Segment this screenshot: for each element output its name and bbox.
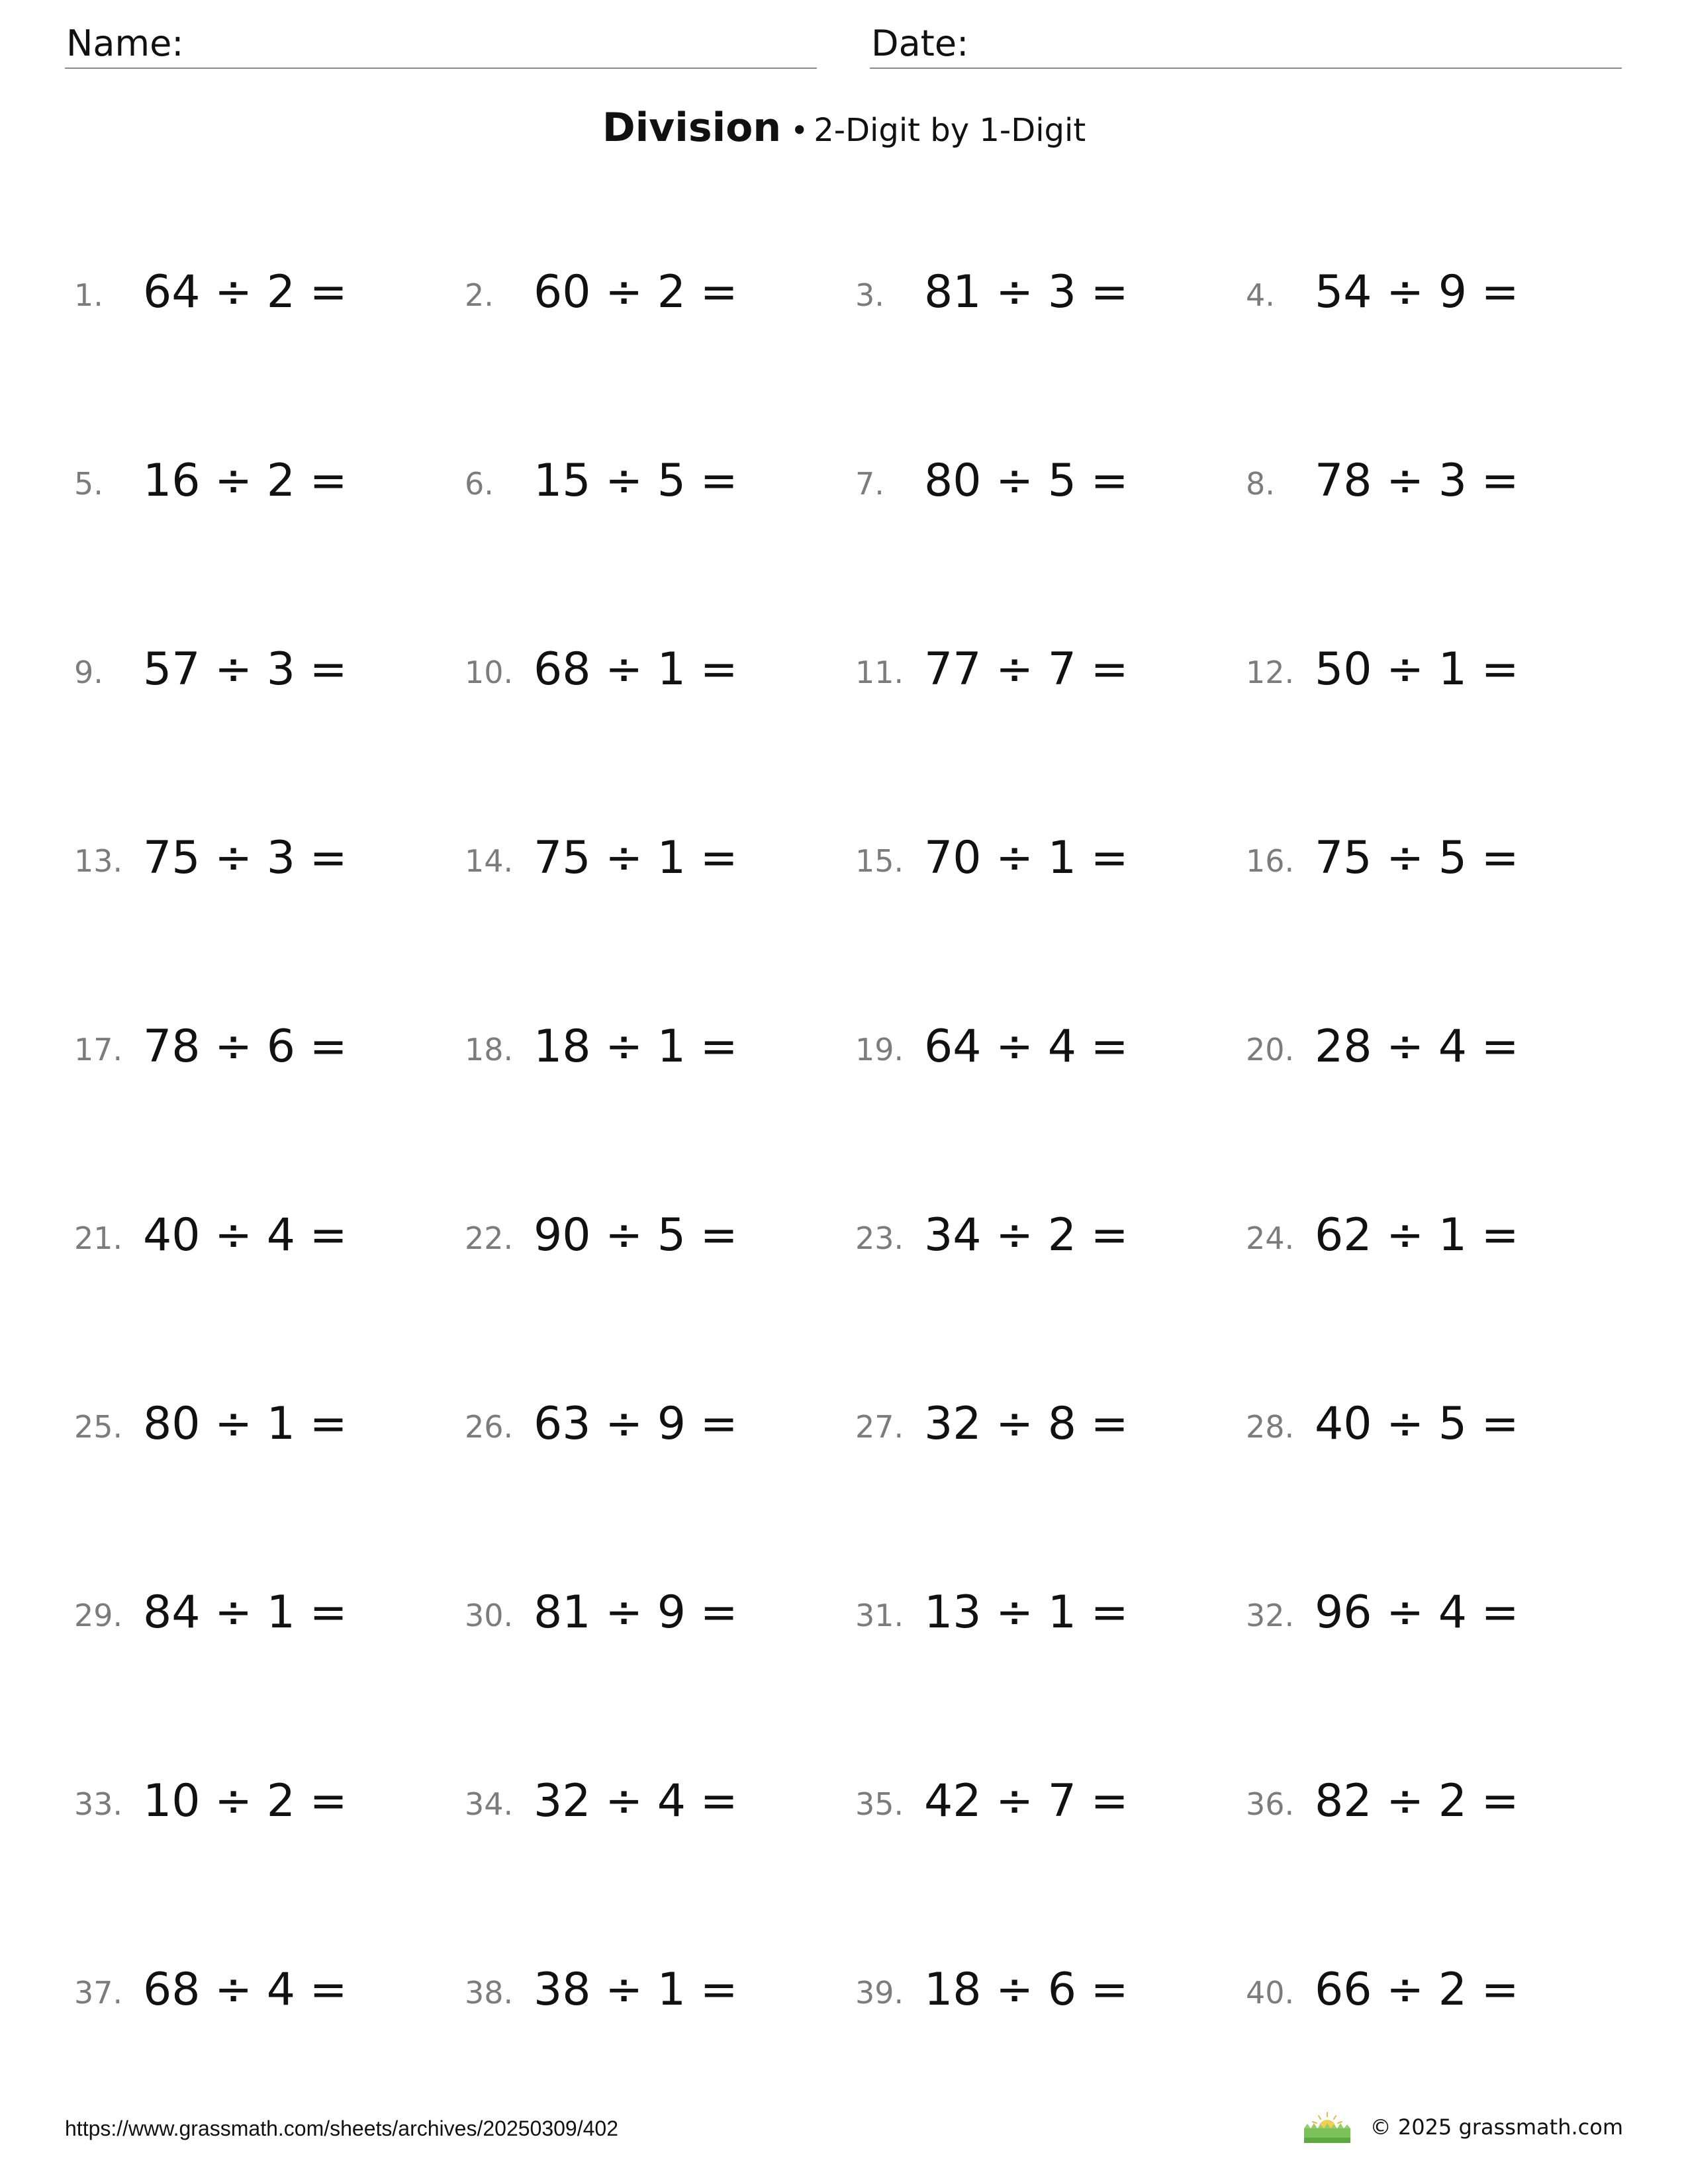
- problem-grid: [74, 251, 1636, 2144]
- problem-item: [465, 251, 854, 331]
- problem-expression: 80 ÷ 5 =: [924, 455, 1129, 507]
- footer-url: https://www.grassmath.com/sheets/archives/20250309/402: [65, 2116, 618, 2140]
- problem-number: 10.: [465, 655, 514, 690]
- problem-number: 4.: [1246, 277, 1275, 313]
- problem-item: [855, 1383, 1244, 1463]
- problem-expression: 84 ÷ 1 =: [143, 1586, 348, 1639]
- problem-number: 16.: [1246, 843, 1295, 879]
- problem-item: [465, 1383, 854, 1463]
- problem-number: 23.: [855, 1220, 904, 1256]
- problem-expression: 81 ÷ 9 =: [534, 1586, 738, 1639]
- problem-expression: 68 ÷ 1 =: [534, 643, 738, 696]
- problem-number: 15.: [855, 843, 904, 879]
- problem-expression: 10 ÷ 2 =: [143, 1775, 348, 1827]
- problem-item: [855, 817, 1244, 897]
- problem-number: 19.: [855, 1032, 904, 1068]
- problem-expression: 78 ÷ 6 =: [143, 1021, 348, 1073]
- problem-item: [465, 1195, 854, 1274]
- problem-number: 12.: [1246, 655, 1295, 690]
- problem-item: [74, 1006, 463, 1085]
- problem-expression: 81 ÷ 3 =: [924, 266, 1129, 318]
- date-label: Date:: [871, 23, 969, 64]
- name-label: Name:: [66, 23, 184, 64]
- problem-number: 37.: [74, 1975, 123, 2011]
- problem-expression: 40 ÷ 5 =: [1315, 1398, 1519, 1450]
- problem-expression: 62 ÷ 1 =: [1315, 1209, 1519, 1261]
- problem-expression: 75 ÷ 3 =: [143, 832, 348, 884]
- problem-expression: 32 ÷ 8 =: [924, 1398, 1129, 1450]
- problem-item: [855, 1006, 1244, 1085]
- problem-number: 13.: [74, 843, 123, 879]
- problem-item: [855, 1572, 1244, 1651]
- worksheet-title: [0, 105, 1688, 151]
- problem-item: [465, 817, 854, 897]
- problem-number: 7.: [855, 466, 884, 502]
- problem-number: 24.: [1246, 1220, 1295, 1256]
- problem-number: 38.: [465, 1975, 514, 2011]
- problem-expression: 96 ÷ 4 =: [1315, 1586, 1519, 1639]
- problem-expression: 28 ÷ 4 =: [1315, 1021, 1519, 1073]
- problem-item: [1246, 1006, 1635, 1085]
- problem-expression: 64 ÷ 2 =: [143, 266, 348, 318]
- problem-number: 8.: [1246, 466, 1275, 502]
- title-main: Division: [602, 105, 782, 151]
- problem-number: 20.: [1246, 1032, 1295, 1068]
- problem-number: 32.: [1246, 1598, 1295, 1633]
- problem-expression: 75 ÷ 5 =: [1315, 832, 1519, 884]
- problem-number: 22.: [465, 1220, 514, 1256]
- problem-item: [74, 1760, 463, 1840]
- problem-expression: 42 ÷ 7 =: [924, 1775, 1129, 1827]
- problem-expression: 66 ÷ 2 =: [1315, 1964, 1519, 2016]
- problem-expression: 77 ÷ 7 =: [924, 643, 1129, 696]
- problem-expression: 78 ÷ 3 =: [1315, 455, 1519, 507]
- problem-number: 11.: [855, 655, 904, 690]
- problem-number: 1.: [74, 277, 103, 313]
- problem-item: [1246, 251, 1635, 331]
- problem-number: 5.: [74, 466, 103, 502]
- problem-number: 30.: [465, 1598, 514, 1633]
- problem-expression: 70 ÷ 1 =: [924, 832, 1129, 884]
- problem-item: [465, 1949, 854, 2028]
- title-separator: •: [790, 113, 809, 148]
- problem-item: [1246, 1949, 1635, 2028]
- problem-number: 40.: [1246, 1975, 1295, 2011]
- title-subtitle: 2-Digit by 1-Digit: [814, 112, 1086, 149]
- problem-expression: 18 ÷ 6 =: [924, 1964, 1129, 2016]
- problem-item: [74, 251, 463, 331]
- problem-expression: 57 ÷ 3 =: [143, 643, 348, 696]
- problem-item: [1246, 817, 1635, 897]
- problem-item: [465, 1006, 854, 1085]
- problem-expression: 80 ÷ 1 =: [143, 1398, 348, 1450]
- problem-item: [74, 629, 463, 708]
- problem-number: 33.: [74, 1786, 123, 1822]
- problem-item: [1246, 440, 1635, 520]
- problem-number: 21.: [74, 1220, 123, 1256]
- problem-expression: 68 ÷ 4 =: [143, 1964, 348, 2016]
- problem-expression: 60 ÷ 2 =: [534, 266, 738, 318]
- problem-expression: 32 ÷ 4 =: [534, 1775, 738, 1827]
- problem-expression: 75 ÷ 1 =: [534, 832, 738, 884]
- problem-number: 28.: [1246, 1409, 1295, 1445]
- problem-number: 36.: [1246, 1786, 1295, 1822]
- problem-number: 18.: [465, 1032, 514, 1068]
- problem-number: 26.: [465, 1409, 514, 1445]
- problem-expression: 82 ÷ 2 =: [1315, 1775, 1519, 1827]
- problem-item: [855, 1760, 1244, 1840]
- problem-expression: 90 ÷ 5 =: [534, 1209, 738, 1261]
- problem-item: [74, 440, 463, 520]
- problem-number: 35.: [855, 1786, 904, 1822]
- copyright-text: © 2025 grassmath.com: [1370, 2115, 1623, 2140]
- problem-expression: 38 ÷ 1 =: [534, 1964, 738, 2016]
- problem-item: [855, 1195, 1244, 1274]
- problem-expression: 63 ÷ 9 =: [534, 1398, 738, 1450]
- problem-expression: 16 ÷ 2 =: [143, 455, 348, 507]
- problem-item: [465, 1760, 854, 1840]
- problem-number: 14.: [465, 843, 514, 879]
- problem-item: [465, 629, 854, 708]
- problem-expression: 50 ÷ 1 =: [1315, 643, 1519, 696]
- problem-expression: 54 ÷ 9 =: [1315, 266, 1519, 318]
- problem-expression: 40 ÷ 4 =: [143, 1209, 348, 1261]
- problem-expression: 15 ÷ 5 =: [534, 455, 738, 507]
- problem-number: 27.: [855, 1409, 904, 1445]
- problem-number: 17.: [74, 1032, 123, 1068]
- problem-item: [855, 440, 1244, 520]
- problem-item: [1246, 1195, 1635, 1274]
- problem-expression: 34 ÷ 2 =: [924, 1209, 1129, 1261]
- problem-item: [74, 1572, 463, 1651]
- grass-sun-logo-icon: [1304, 2111, 1350, 2143]
- problem-number: 2.: [465, 277, 494, 313]
- problem-number: 39.: [855, 1975, 904, 2011]
- problem-number: 6.: [465, 466, 494, 502]
- problem-item: [74, 817, 463, 897]
- problem-number: 31.: [855, 1598, 904, 1633]
- problem-item: [74, 1195, 463, 1274]
- problem-item: [465, 1572, 854, 1651]
- problem-item: [855, 629, 1244, 708]
- problem-item: [74, 1949, 463, 2028]
- problem-item: [1246, 1760, 1635, 1840]
- footer-credit: [1304, 2109, 1623, 2146]
- problem-expression: 64 ÷ 4 =: [924, 1021, 1129, 1073]
- problem-item: [1246, 1383, 1635, 1463]
- name-field[interactable]: [65, 19, 817, 69]
- problem-expression: 13 ÷ 1 =: [924, 1586, 1129, 1639]
- problem-number: 25.: [74, 1409, 123, 1445]
- problem-number: 3.: [855, 277, 884, 313]
- problem-item: [1246, 629, 1635, 708]
- problem-item: [855, 1949, 1244, 2028]
- problem-item: [465, 440, 854, 520]
- problem-expression: 18 ÷ 1 =: [534, 1021, 738, 1073]
- problem-number: 29.: [74, 1598, 123, 1633]
- problem-item: [855, 251, 1244, 331]
- date-field[interactable]: [870, 19, 1622, 69]
- problem-item: [74, 1383, 463, 1463]
- problem-item: [1246, 1572, 1635, 1651]
- problem-number: 34.: [465, 1786, 514, 1822]
- problem-number: 9.: [74, 655, 103, 690]
